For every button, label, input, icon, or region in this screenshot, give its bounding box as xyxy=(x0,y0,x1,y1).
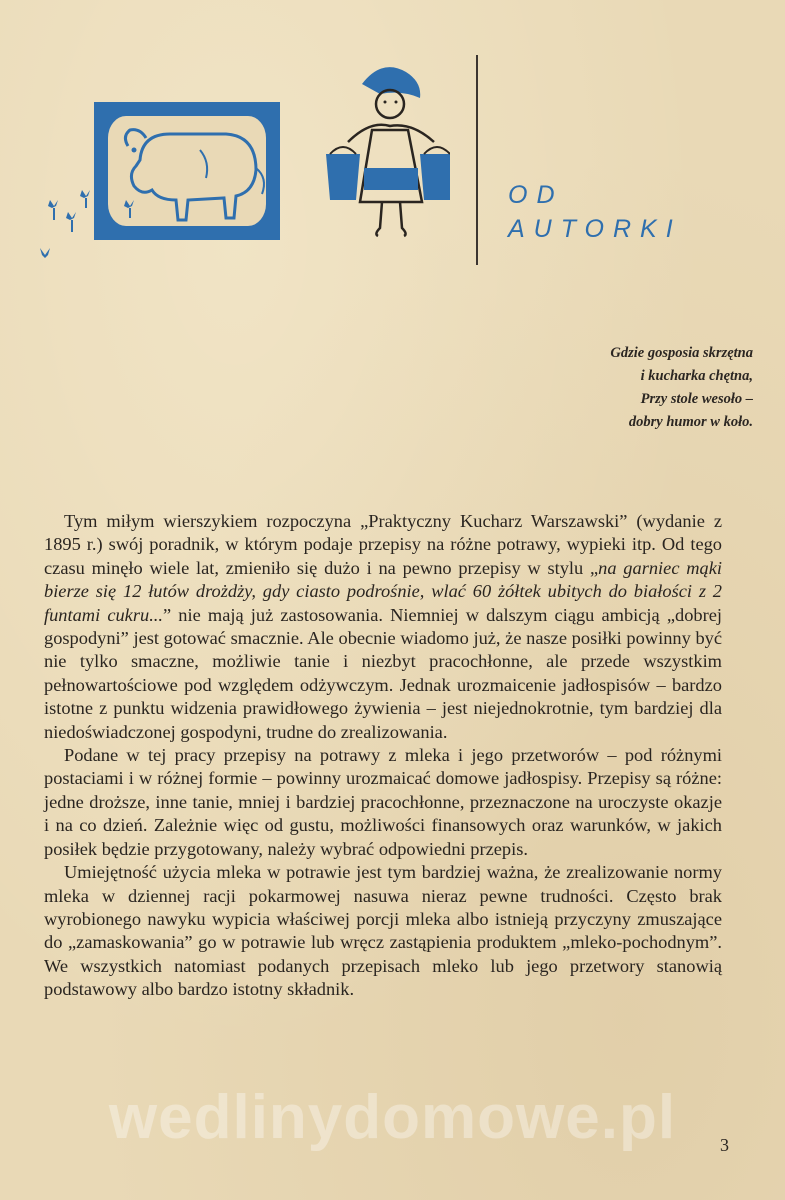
title-line-1: OD xyxy=(508,181,564,209)
poem-line: Przy stole wesoło – xyxy=(640,391,753,407)
paragraph-1-quote: na garniec mąki bierze się 12 łutów drożdży, gdy ciasto podrośnie, wlać 60 żółtek ubitych do białości z 2 funtami cukru... xyxy=(44,557,722,625)
paragraph-1-run: ” nie mają już zastosowania. Niemniej w dalszym ciągu ambicją „dobrej gospodyni” jest gotować smacznie. Ale obecnie wiadomo już, że nasze posiłki powinny być nie tylko smaczne, możliwie tanie i niezbyt pracochłonne, ale przede wszystkim pełnowartościowe pod względem odżywczym. Jednak urozmaicenie jadłospisów – bardzo istotne z punktu widzenia prawidłowego żywienia – jest niejednokrotnie, tym bardziej dla niedoświadczonej gospodyni, trudne do zrealizowania. xyxy=(44,604,722,742)
chapter-title xyxy=(508,178,682,246)
vertical-divider-line xyxy=(476,55,478,265)
cow-and-milkmaid-illustration xyxy=(30,50,450,280)
paragraph-2: Podane w tej pracy przepisy na potrawy z mleka i jego przetworów – pod różnymi postaciami i w różnej formie – powinny urozmaicać domowe jadłospisy. Przepisy są różne: jedne droższe, inne tanie, mniej i bardziej pracochłonne, przeznaczone na uroczyste okazje i na co dzień. Zależnie więc od gustu, możliwości finansowych oraz warunków, w jakich posiłek będzie przygotowany, należy wybrać odpowiedni przepis. xyxy=(44,745,722,859)
paragraph-1-run: Tym miłym wierszykiem rozpoczyna „Praktyczny Kucharz Warszawski” (wydanie z 1895 r.) swój poradnik, w którym podaje przepisy na różne potrawy, wypieki itp. Od tego czasu minęło wiele lat, zmieniło się dużo i na pewno przepisy w stylu „ xyxy=(44,511,722,578)
page-number: 3 xyxy=(720,1135,729,1155)
poem-line: i kucharka chętna, xyxy=(640,368,753,384)
body-text xyxy=(44,510,722,1002)
poem-line: dobry humor w koło. xyxy=(628,414,753,430)
paragraph-3: Umiejętność użycia mleka w potrawie jest tym bardziej ważna, że zrealizowanie normy mleka w dziennej racji pokarmowej nasuwa nieraz pewne trudności. Często brak wyrobionego nawyku wypicia właściwej porcji mleka albo istnieją przyczyny zmuszające do „zamaskowania” go w potrawie lub wręcz zastąpienia produktem „mleko-pochodnym”. We wszystkich natomiast podanych przepisach mleko lub jego przetwory stanowią podstawowy albo bardzo istotny składnik. xyxy=(44,862,722,1000)
milkmaid-icon xyxy=(326,67,450,236)
poem-line: Gdzie gosposia skrzętna xyxy=(610,345,753,361)
watermark: wedlinydomowe.pl xyxy=(108,1083,677,1152)
cow-icon xyxy=(94,102,280,240)
epigraph-poem xyxy=(433,342,753,434)
title-line-2: AUTORKI xyxy=(508,215,682,243)
paragraph-1 xyxy=(44,510,722,744)
